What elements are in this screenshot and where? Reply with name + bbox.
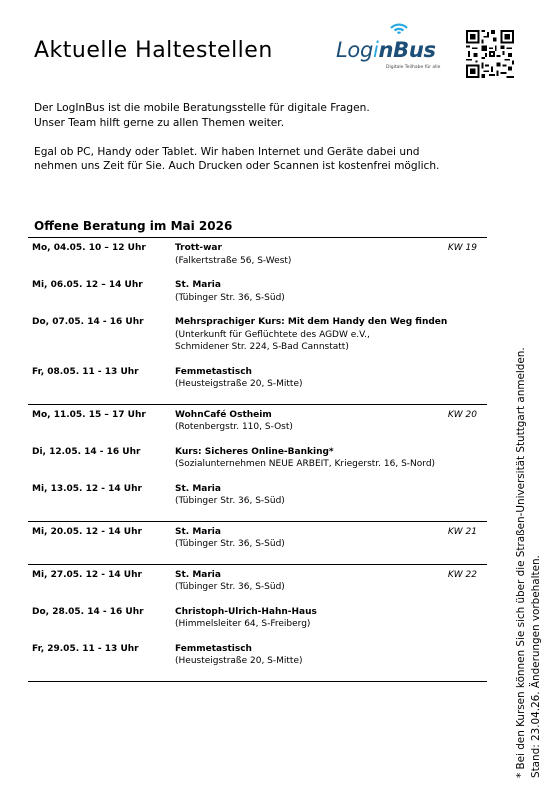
entry-address: (Sozialunternehmen NEUE ARBEIT, Kriegerstr. 16, S-Nord) [175, 459, 436, 469]
entry-datetime: Mi, 13.05. 12 - 14 Uhr [32, 483, 142, 494]
week-block [28, 238, 487, 405]
loginbus-logo [336, 16, 460, 78]
entry-location-name: Femmetastisch [175, 366, 252, 377]
entry-datetime: Mo, 04.05. 10 – 12 Uhr [32, 243, 146, 253]
entry-details [175, 446, 465, 471]
entry-location-name: Trott-war [175, 243, 222, 253]
intro-paragraph-2: Egal ob PC, Handy oder Tablet. Wir haben Internet und Geräte dabei und nehmen uns Zeit für Sie. Auch Drucken oder Scannen ist kostenfrei möglich. [34, 145, 440, 172]
logo-tagline: Digitale Teilhabe für alle [386, 65, 441, 70]
intro-paragraph-1: Der LogInBus ist die mobile Beratungsstelle für digitale Fragen. Unser Team hilft gerne zu allen Themen weiter. [34, 102, 370, 129]
schedule-entry [28, 242, 487, 267]
week-block [28, 522, 487, 565]
entry-datetime: Fr, 08.05. 11 - 13 Uhr [32, 366, 139, 377]
schedule-entry [28, 366, 487, 391]
footnote-date: Stand: 23.04.26. Änderungen vorbehalten. [530, 555, 542, 778]
logo-wordmark: LoginBus [336, 38, 436, 62]
schedule-entry [28, 409, 487, 434]
schedule-entry [28, 569, 487, 594]
intro-text [34, 101, 504, 174]
entry-location-name: St. Maria [175, 569, 221, 580]
footnote-registration: * Bei den Kursen können Sie sich über die Straßen-Universität Stuttgart anmelden. [515, 347, 527, 778]
schedule-entry [28, 643, 487, 668]
entry-address: (Heusteigstraße 20, S-Mitte) [175, 656, 303, 666]
entry-location-name: St. Maria [175, 526, 221, 537]
entry-address: (Tübinger Str. 36, S-Süd) [175, 496, 285, 506]
entry-location-name: St. Maria [175, 280, 221, 290]
entry-location-name: WohnCafé Ostheim [175, 409, 272, 420]
entry-details [175, 606, 465, 631]
entry-address: (Heusteigstraße 20, S-Mitte) [175, 379, 303, 389]
section-title: Offene Beratung im Mai 2026 [34, 219, 233, 233]
schedule-table [28, 237, 487, 682]
entry-datetime: Do, 07.05. 14 - 16 Uhr [32, 317, 144, 327]
entry-datetime: Mi, 20.05. 12 - 14 Uhr [32, 526, 142, 537]
entry-location-name: Christoph-Ulrich-Hahn-Haus [175, 606, 317, 617]
entry-datetime: Do, 28.05. 14 - 16 Uhr [32, 606, 144, 617]
entry-location-name: Femmetastisch [175, 643, 252, 654]
entry-datetime: Fr, 29.05. 11 - 13 Uhr [32, 643, 139, 654]
entry-details [175, 643, 465, 668]
entry-details [175, 242, 465, 267]
schedule-entry [28, 316, 487, 354]
entry-details [175, 366, 465, 391]
entry-location-name: Mehrsprachiger Kurs: Mit dem Handy den Weg finden [175, 317, 448, 327]
entry-address: (Tübinger Str. 36, S-Süd) [175, 292, 285, 303]
schedule-entry [28, 446, 487, 471]
entry-details [175, 569, 465, 594]
entry-datetime: Mo, 11.05. 15 – 17 Uhr [32, 409, 146, 420]
week-block [28, 405, 487, 522]
entry-datetime: Di, 12.05. 14 - 16 Uhr [32, 446, 141, 457]
schedule-entry [28, 483, 487, 508]
entry-address: (Falkertstraße 56, S-West) [175, 255, 292, 266]
entry-address: Schmidener Str. 224, S-Bad Cannstatt) [175, 342, 349, 352]
schedule-entry [28, 279, 487, 304]
entry-details [175, 409, 465, 434]
wifi-signal-icon [388, 16, 414, 36]
entry-address: (Rotenbergstr. 110, S-Ost) [175, 422, 293, 432]
schedule-entry [28, 606, 487, 631]
footnote [514, 78, 544, 778]
entry-address: (Tübinger Str. 36, S-Süd) [175, 539, 285, 549]
calendar-week-label: KW 20 [447, 409, 477, 420]
entry-location-name: St. Maria [175, 483, 221, 494]
calendar-week-label: KW 19 [447, 243, 477, 253]
week-block [28, 565, 487, 682]
entry-address: (Unterkunft für Geflüchtete des AGDW e.V., [175, 329, 370, 340]
entry-details [175, 526, 465, 551]
entry-datetime: Mi, 06.05. 12 – 14 Uhr [32, 280, 143, 290]
schedule-entry [28, 526, 487, 551]
entry-location-name: Kurs: Sicheres Online-Banking* [175, 446, 334, 457]
entry-datetime: Mi, 27.05. 12 - 14 Uhr [32, 569, 142, 580]
entry-address: (Tübinger Str. 36, S-Süd) [175, 582, 285, 592]
qr-code[interactable] [466, 30, 514, 78]
calendar-week-label: KW 21 [447, 526, 477, 537]
entry-address: (Himmelsleiter 64, S-Freiberg) [175, 619, 311, 629]
page-title: Aktuelle Haltestellen [34, 38, 273, 63]
entry-details [175, 316, 465, 354]
calendar-week-label: KW 22 [447, 569, 477, 580]
entry-details [175, 279, 465, 304]
entry-details [175, 483, 465, 508]
